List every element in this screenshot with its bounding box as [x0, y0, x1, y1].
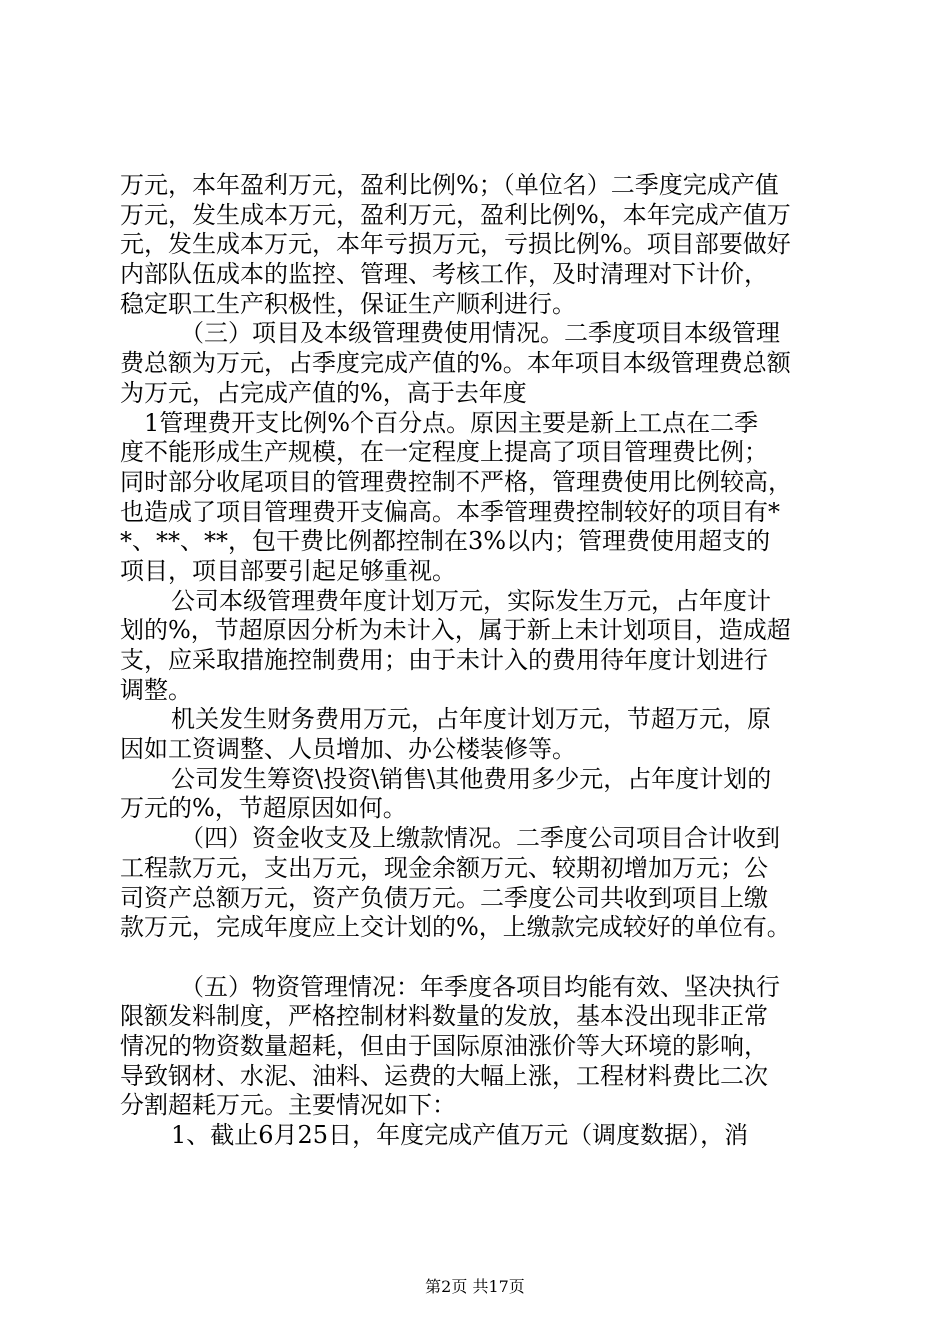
text-line: 工程款万元，支出万元，现金余额万元、较期初增加万元；公 — [120, 853, 768, 882]
paragraph-funds — [120, 824, 832, 943]
paragraph-profit — [120, 171, 832, 319]
text-line: 划的%，节超原因分析为未计入，属于新上未计划项目，造成超 — [120, 616, 791, 645]
text-line: 元，发生成本万元，本年亏损万元，亏损比例%。项目部要做好 — [120, 230, 791, 259]
text-line: 机关发生财务费用万元，占年度计划万元，节超万元，原 — [171, 705, 771, 734]
page-number: 第2页 共17页 — [425, 1277, 525, 1296]
paragraph-other-costs — [120, 765, 832, 824]
paragraph-finance-cost — [120, 705, 832, 764]
text-line: （三）项目及本级管理费使用情况。二季度项目本级管理 — [180, 319, 780, 348]
text-line: 内部队伍成本的监控、管理、考核工作，及时清理对下计价， — [120, 260, 768, 289]
blank-line — [120, 943, 832, 973]
text-line: 分割超耗万元。主要情况如下： — [120, 1091, 456, 1120]
text-line: 公司发生筹资\投资\销售\其他费用多少元，占年度计划的 — [171, 764, 772, 793]
paragraph-item-1 — [120, 1121, 832, 1151]
text-line: 度不能形成生产规模，在一定程度上提高了项目管理费比例； — [120, 438, 768, 467]
text-line: 万元的%，节超原因如何。 — [120, 794, 407, 823]
text-line: 稳定职工生产积极性，保证生产顺利进行。 — [120, 289, 576, 318]
text-line: 项目，项目部要引起足够重视。 — [120, 556, 456, 585]
text-line: 司资产总额万元，资产负债万元。二季度公司共收到项目上缴 — [120, 883, 768, 912]
text-line: 费总额为万元，占季度完成产值的%。本年项目本级管理费总额 — [120, 349, 791, 378]
text-line: 限额发料制度，严格控制材料数量的发放，基本没出现非正常 — [120, 1002, 768, 1031]
text-line: （五）物资管理情况：年季度各项目均能有效、坚决执行 — [180, 972, 780, 1001]
text-line: （四）资金收支及上缴款情况。二季度公司项目合计收到 — [180, 824, 780, 853]
text-line: 情况的物资数量超耗，但由于国际原油涨价等大环境的影响， — [120, 1031, 768, 1060]
document-body — [120, 171, 832, 1151]
text-line: 支，应采取措施控制费用；由于未计入的费用待年度计划进行 — [120, 646, 768, 674]
text-line: 因如工资调整、人员增加、办公楼装修等。 — [120, 735, 576, 764]
text-line: 也造成了项目管理费开支偏高。本季管理费控制较好的项目有* — [120, 497, 780, 526]
text-line: 款万元，完成年度应上交计划的%，上缴款完成较好的单位有。 — [120, 913, 791, 942]
text-line: 1管理费开支比例%个百分点。原因主要是新上工点在二季 — [144, 408, 759, 437]
text-line: 万元，发生成本万元，盈利万元，盈利比例%，本年完成产值万 — [120, 200, 791, 229]
text-line: 为万元，占完成产值的%，高于去年度 — [120, 378, 527, 407]
text-line: 导致钢材、水泥、油料、运费的大幅上涨，工程材料费比二次 — [120, 1061, 768, 1090]
text-line: 1、截止6月25日，年度完成产值万元（调度数据），消 — [171, 1121, 749, 1149]
paragraph-materials — [120, 973, 832, 1121]
text-line: 公司本级管理费年度计划万元，实际发生万元，占年度计 — [171, 586, 771, 615]
text-line: 调整。 — [120, 675, 192, 704]
paragraph-management-fee — [120, 319, 832, 408]
paragraph-company-fee — [120, 587, 832, 706]
text-line: *、**、**，包干费比例都控制在3%以内；管理费使用超支的 — [120, 527, 771, 556]
text-line: 同时部分收尾项目的管理费控制不严格，管理费使用比例较高， — [120, 467, 792, 496]
paragraph-fee-analysis — [120, 409, 832, 587]
text-line: 万元，本年盈利万元，盈利比例%；（单位名）二季度完成产值 — [120, 171, 779, 199]
